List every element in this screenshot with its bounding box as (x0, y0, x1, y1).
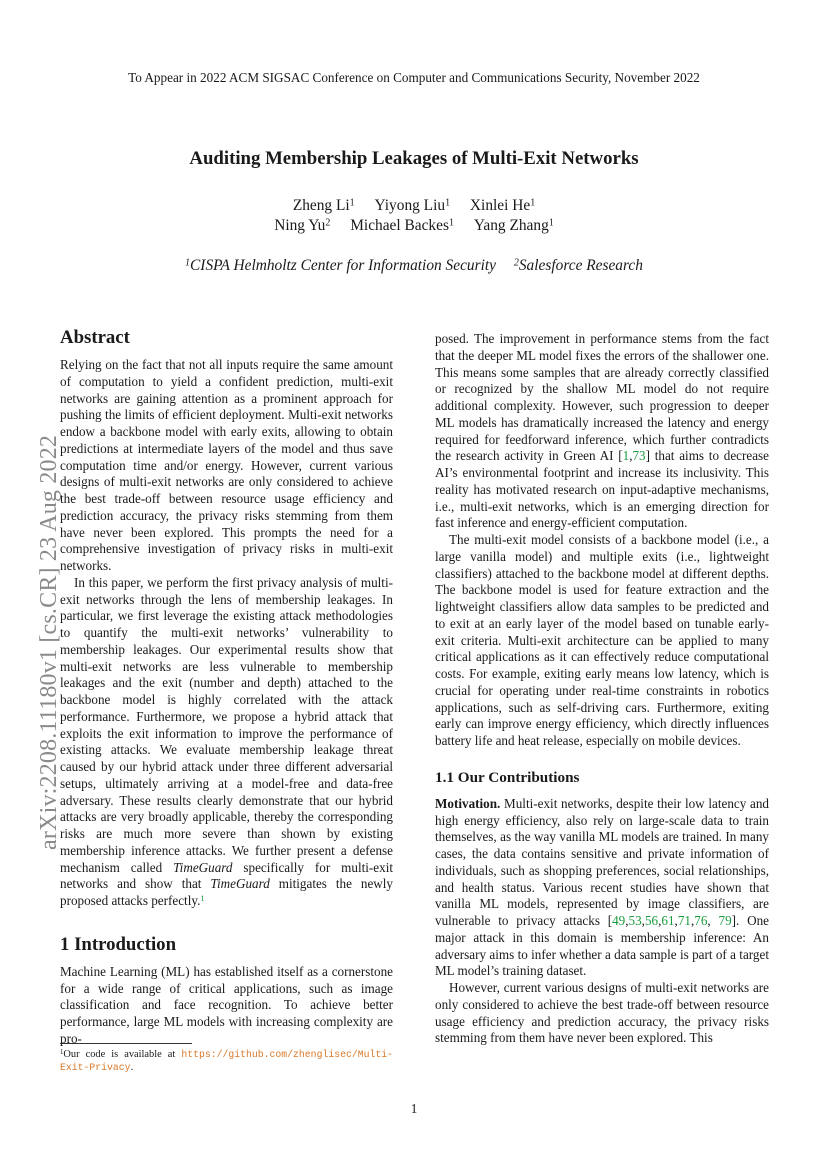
citation-link[interactable]: 53 (628, 913, 642, 928)
abstract-paragraph-1: Relying on the fact that not all inputs require the same amount of computation to yield a confident prediction, multi-exit networks are gaining attention as a prominent approach for pushing the limits of efficient deployment. Multi-exit networks endow a backbone model with early exits, allowing to obtain predictions at intermediate layers of the model and thus save computation time and/or energy. However, current various designs of multi-exit networks are only considered to achieve the best trade-off between resource usage efficiency and prediction accuracy, the privacy risks stemming from them have never been explored. This prompts the need for a comprehensive investigation of privacy risks in multi-exit networks. (60, 357, 393, 573)
intro-paragraph-1: Machine Learning (ML) has established itself as a cornerstone for a wide range of critical applications, such as image classification and face recognition. To achieve better performance, large ML models with increasing complexity are pro- (60, 963, 393, 1046)
affiliation: $^1$CISPA Helmholtz Center for Information Security (185, 257, 496, 274)
abstract-paragraph-2: In this paper, we perform the first privacy analysis of multi-exit networks through the lens of membership leakages. In particular, we first leverage the existing attack methodologies to quantify the multi-exit networks’ vulnerability to membership leakages. Our experimental results show that multi-exit networks are less vulnerable to membership leakages and the exit (number and depth) attached to the backbone model is highly correlated with the attack performance. Furthermore, we propose a hybrid attack that exploits the exit information to improve the performance of existing attacks. We evaluate membership leakage threat caused by our hybrid attack under three different adversarial setups, ultimately arriving at a model-free and data-free adversary. These results clearly demonstrate that our hybrid attacks are very broadly applicable, thereby the corresponding risks are much more severe than shown by existing membership inference attacks. We further present a defense mechanism called TimeGuard specifically for multi-exit networks and show that TimeGuard mitigates the newly proposed attacks perfectly.$^1$ (60, 574, 393, 908)
author-row-2 (0, 217, 828, 235)
citation-link[interactable]: 76 (694, 913, 708, 928)
contributions-paragraph: However, current various designs of multi-exit networks are only considered to achieve the best trade-off between resource usage efficiency and prediction accuracy, the privacy risks stemming from them have never been explored. This (435, 980, 769, 1046)
author: Yang Zhang$^1$ (473, 217, 554, 234)
author: Michael Backes$^1$ (350, 217, 454, 234)
footnote: $^1$Our code is available at https://github.com/zhenglisec/Multi-Exit-Privacy. (60, 1048, 393, 1073)
page-number: 1 (410, 1101, 418, 1116)
citation-link[interactable]: 49 (612, 913, 626, 928)
citation-link[interactable]: 61 (661, 913, 675, 928)
author: Zheng Li$^1$ (292, 197, 355, 214)
intro-paragraph-3: The multi-exit model consists of a backbone model (i.e., a large vanilla model) and multiple exits (i.e., lightweight classifiers) attached to the backbone model at different depths. The backbone model is used for feature extraction and the lightweight classifiers allow data samples to be predicted and to exit at an early layer of the model based on tunable early-exit criteria. Multi-exit architecture can be applied to many critical applications as it can effectively reduce computational costs. For example, exiting early means low latency, which is crucial for operating under real-time constraints in robotics applications, such as self-driving cars. Furthermore, exiting early can improve energy efficiency, which directly influences battery life and heat release, especially on mobile devices. (435, 532, 769, 748)
footnote-marker[interactable]: 1 (200, 893, 205, 904)
code-repo-link[interactable]: https://github.com/zhenglisec/Multi-Exit-Privacy (60, 1049, 393, 1073)
citation-link[interactable]: 56 (644, 913, 659, 928)
affiliation: $^2$Salesforce Research (513, 257, 643, 274)
affiliations (0, 257, 828, 275)
abstract-heading: Abstract (60, 327, 130, 348)
right-column (435, 331, 769, 1047)
left-column (60, 327, 393, 1048)
contributions-heading: 1.1 Our Contributions (435, 768, 580, 786)
intro-paragraph-2: posed. The improvement in performance stems from the fact that the deeper ML model fixes the errors of the shallower one. This means some samples that are already correctly classified or recognized by the shallow ML model do not require additional complexity. However, such progression to deeper ML models has dramatically increased the latency and energy required for feedforward inference, which further contradicts the research activity in Green AI [1,73] that aims to decrease AI’s environmental footprint and increase its inclusivity. This reality has motivated research on input-adaptive mechanisms, i.e., multi-exit networks, which is an emerging direction for fast inference and energy-efficient computation. (435, 331, 769, 531)
author: Ning Yu$^2$ (274, 217, 331, 234)
paper-title: Auditing Membership Leakages of Multi-Exit Networks (189, 148, 639, 169)
arxiv-stamp-text: arXiv:2208.11180v1 [cs.CR] 23 Aug 2022 (36, 434, 62, 850)
citation-link[interactable]: 73 (632, 448, 646, 464)
venue-line: To Appear in 2022 ACM SIGSAC Conference on Computer and Communications Security, November 2022 (128, 70, 700, 85)
intro-heading: 1 Introduction (60, 933, 177, 955)
motivation-paragraph: Motivation. Multi-exit networks, despite their low latency and high energy efficiency, also rely on large-scale data to train themselves, as the way vanilla ML models are trained. In many cases, the data contains sensitive and private information of individuals, such as shopping preferences, social relationships, and health status. Various recent studies have shown that vanilla ML models, represented by image classifiers, are vulnerable to privacy attacks [49,53,56,61,71,76, 79]. One major attack in this domain is membership inference: An adversary aims to infer whether a data sample is part of a target ML model’s training dataset. (435, 795, 769, 979)
author: Yiyong Liu$^1$ (374, 197, 451, 214)
arxiv-stamp (16, 360, 62, 850)
author-row-1 (0, 197, 828, 215)
citation-link[interactable]: 1 (622, 448, 630, 464)
citation-link[interactable]: 71 (677, 913, 691, 928)
footnote-divider (60, 1043, 192, 1044)
citation-link[interactable]: 79 (718, 913, 732, 928)
author: Xinlei He$^1$ (469, 197, 536, 214)
